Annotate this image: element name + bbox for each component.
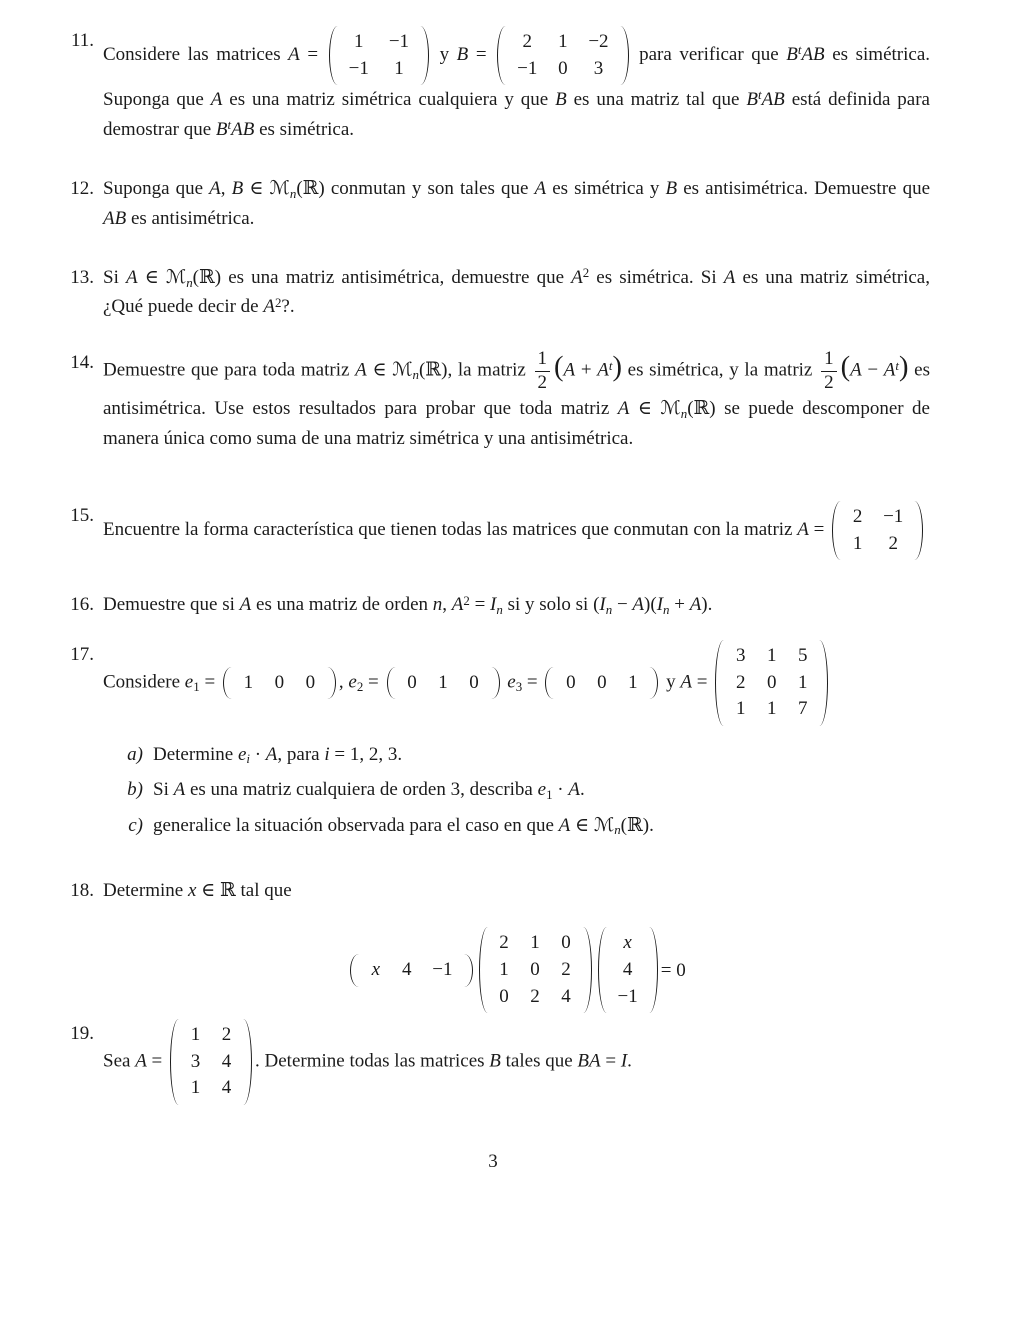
left-paren: [479, 927, 489, 1013]
problem-12: [56, 174, 930, 233]
matrix: 2 −1 1 2: [832, 501, 923, 560]
left-paren: [387, 667, 397, 700]
problem-text: [103, 590, 930, 619]
problem-text-inline: Demuestre que si A es una matriz de orden n, $A^2 = In$ si y solo si (In − A)(In + A).: [103, 592, 713, 618]
right-paren: [818, 640, 828, 726]
problem-18: [56, 876, 930, 1019]
problem-text: Determine x ∈ ℝ tal que: [103, 880, 292, 901]
subitem-text: Si A es una matriz cualquiera de orden 3, describa e1 · A.: [153, 779, 585, 802]
problem-number: 16.: [70, 594, 94, 616]
problem-text: Considere las matrices A = 1 −1 −1 1 y B = 2 1 −2 −1 0 3 para verificar que $B^tAB$ es simétrica. Suponga que A es una matriz simétrica cualquiera y que B es una matriz tal que $B^tAB$ está definida para demostrar que $B^tAB$ es simétrica.: [103, 26, 930, 144]
problem-text: Encuentre la forma característica que tienen todas las matrices que conmutan con la matriz A = 2 −1 1 2: [103, 501, 930, 560]
subitem-b: [121, 775, 930, 804]
matrix: 3 1 5 2 0 1 1 1 7: [715, 640, 828, 726]
matrix: x 4 −1: [598, 927, 658, 1013]
right-paren: [619, 26, 629, 85]
subitem-text: generalice la situación observada para el caso en que A ∈ ℳn(ℝ).: [153, 814, 654, 838]
problem-number: 13.: [70, 266, 94, 288]
left-paren: [350, 954, 360, 987]
left-paren: [598, 927, 608, 1013]
problem-text: Suponga que A, B ∈ ℳn(ℝ) conmutan y son tales que A es simétrica y B es antisimétrica. Demuestre que AB es antisimétrica.: [103, 178, 930, 229]
subitem-a: [121, 740, 930, 769]
problem-16: [56, 590, 930, 619]
right-paren: [419, 26, 429, 85]
matrix: 2 1 −2 −1 0 3: [497, 26, 628, 85]
problem-11: [56, 26, 930, 144]
problem-text: Demuestre que para toda matriz A ∈ ℳn(ℝ), la matriz $\frac{1}{2}$ $(A + A^t)$ es simétrica, y la matriz $\frac{1}{2}$ $(A - A^t)$ es antisimétrica. Use estos resultados para probar que toda matriz A ∈ ℳn(ℝ) se puede descomponer de manera única como suma de una matriz simétrica y una antisimétrica.: [103, 347, 931, 449]
problem-17: [56, 640, 930, 846]
problem-text: Sea A = 1 2 3 4 1 4 . Determine todas las matrices B tales que BA = I.: [103, 1019, 930, 1105]
right-paren: [326, 667, 336, 700]
fraction: $\frac{1}{2}$: [821, 348, 837, 395]
problem-text: Considere e1 = 1 0 0 , e2 = 0 1 0 e3 = 0 0 1 y A = 3 1 5 2 0 1 1 1 7: [103, 640, 930, 726]
right-paren: [648, 927, 658, 1013]
subitem-label: a): [127, 743, 143, 765]
subitem-label: c): [128, 814, 143, 836]
fraction: $\frac{1}{2}$: [535, 348, 551, 395]
problem-number: 18.: [70, 880, 94, 901]
left-paren: [329, 26, 339, 85]
display-equation: x 4 −1 2 1 0 1 0 2 0 2 4 x 4 −1 = 0: [103, 927, 930, 1013]
subitem-list: [121, 740, 930, 840]
problem-number: 19.: [70, 1023, 94, 1045]
problem-number: 15.: [70, 505, 94, 527]
right-paren: [582, 927, 592, 1013]
problem-number: 17.: [70, 643, 94, 665]
matrix: 1 2 3 4 1 4: [170, 1019, 252, 1105]
left-paren: [170, 1019, 180, 1105]
problem-13: [56, 263, 930, 322]
left-paren: [832, 501, 842, 560]
page-number: 3: [488, 1151, 498, 1172]
right-paren: [913, 501, 923, 560]
left-paren: [223, 667, 233, 700]
subitem-c: [121, 811, 930, 840]
problem-14: [56, 348, 930, 453]
matrix: 2 1 0 1 0 2 0 2 4: [479, 927, 592, 1013]
right-paren: [648, 667, 658, 700]
matrix: 1 0 0: [223, 667, 336, 700]
right-paren: [490, 667, 500, 700]
matrix: x 4 −1: [350, 954, 472, 987]
subitem-label: b): [127, 779, 143, 801]
problem-number: 14.: [70, 351, 94, 373]
subitem-text: Determine ei · A, para i = 1, 2, 3.: [153, 743, 403, 767]
left-paren: [497, 26, 507, 85]
problem-19: [56, 1019, 930, 1105]
matrix: 0 1 0: [387, 667, 500, 700]
problem-15: [56, 501, 930, 560]
right-paren: [463, 954, 473, 987]
right-paren: [242, 1019, 252, 1105]
matrix: 0 0 1: [545, 667, 658, 700]
page-footer: [56, 1147, 930, 1176]
problem-number: 11.: [70, 30, 94, 51]
problem-text: Si A ∈ ℳn(ℝ) es una matriz antisimétrica, demuestre que $A^2$ es simétrica. Si A es una matriz simétrica, ¿Qué puede decir de $A^2$?.: [103, 265, 930, 318]
matrix: 1 −1 −1 1: [329, 26, 429, 85]
left-paren: [545, 667, 555, 700]
problem-number: 12.: [70, 178, 94, 200]
left-paren: [715, 640, 725, 726]
